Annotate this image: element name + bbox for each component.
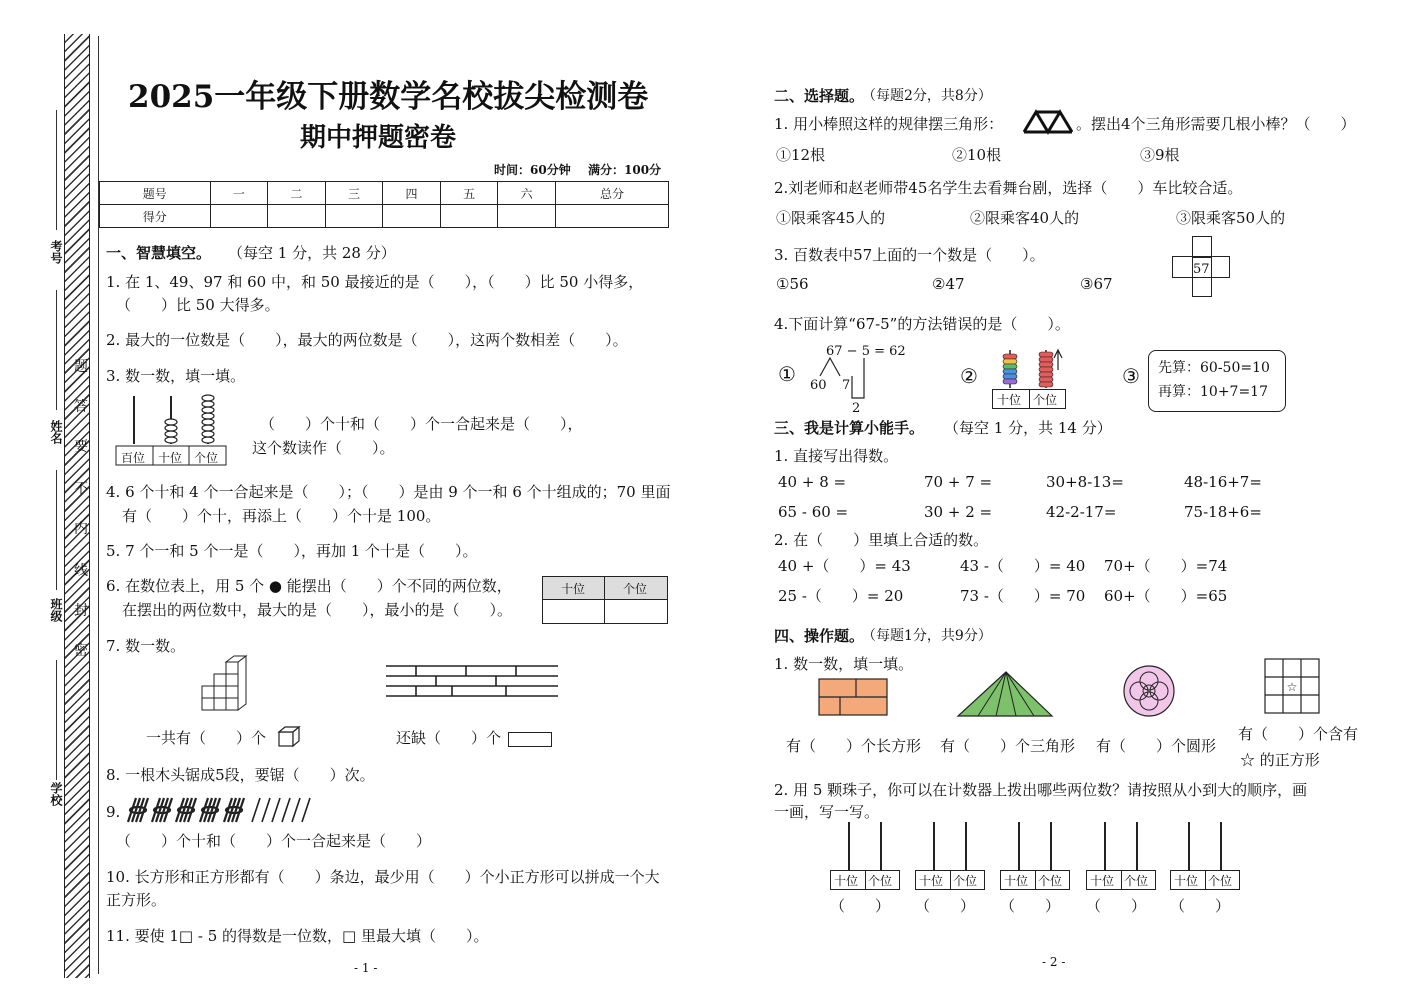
score-cell[interactable]	[325, 205, 383, 228]
chart-cell-top	[1192, 236, 1212, 258]
r2: 2.刘老师和赵老师带45名学生去看舞台剧，选择（ ）车比较合适。	[774, 179, 1243, 197]
score-cell[interactable]	[498, 205, 556, 228]
calc-item: 42-2-17=	[1046, 503, 1117, 521]
r2-option[interactable]: ②限乘客40人的	[970, 209, 1080, 227]
split-part: 2	[852, 401, 861, 416]
score-cell[interactable]	[556, 205, 669, 228]
o1-title: 1. 数一数，填一填。	[774, 655, 914, 673]
q6-line2: 在摆出的两位数中，最大的是（ ），最小的是（ ）。	[122, 601, 513, 619]
q1-line2: （ ）比 50 大得多。	[116, 296, 280, 314]
r1-line-b: 。摆出4个三角形需要几根小棒？（ ）	[1076, 115, 1356, 133]
abacus-label: 十位	[158, 451, 183, 465]
score-col: 二	[268, 182, 326, 205]
score-cell[interactable]	[383, 205, 441, 228]
q6-line1: 6. 在数位表上，用 5 个 ● 能摆出（ ）个不同的两位数，	[106, 577, 512, 595]
counter-label: 个位	[1208, 874, 1233, 888]
calc-item: 65 - 60 =	[778, 503, 849, 521]
seal-char: 答	[74, 399, 88, 415]
counter-label: 十位	[919, 874, 944, 888]
q7-count-bricks: 还缺（ ）个	[396, 729, 502, 747]
score-cell[interactable]	[440, 205, 498, 228]
xuexiao-underline	[56, 660, 57, 780]
q3-line1: （ ）个十和（ ）个一合起来是（ ），	[260, 415, 583, 433]
r3-option[interactable]: ②47	[932, 275, 965, 293]
o1-triangles: 有（ ）个三角形	[940, 737, 1076, 755]
counter-frame[interactable]	[915, 822, 985, 892]
score-cell[interactable]	[210, 205, 268, 228]
counter-label: 个位	[868, 874, 893, 888]
fill-item: 73 -（ ）= 70	[960, 587, 1086, 605]
counter-label: 十位	[834, 874, 859, 888]
o1-rectangles: 有（ ）个长方形	[786, 737, 922, 755]
banji-label: 班级	[49, 598, 63, 622]
counter-frame[interactable]	[830, 822, 900, 892]
counter-frame[interactable]	[1000, 822, 1070, 892]
counter-rod	[1220, 822, 1222, 870]
counter-base	[1170, 870, 1240, 890]
counter-rod	[933, 822, 935, 870]
abacus-label: 个位	[194, 451, 219, 465]
margin-line	[98, 36, 99, 974]
score-row-label: 得分	[100, 205, 211, 228]
section1-title: 一、智慧填空。	[106, 244, 212, 262]
r3: 3. 百数表中57上面的一个数是（ ）。	[774, 246, 1045, 264]
r3-option[interactable]: ③67	[1080, 275, 1113, 293]
counter-base	[1086, 870, 1156, 890]
counter-answer[interactable]: （ ）	[830, 897, 891, 915]
brick-icon	[508, 732, 552, 747]
seal-char: 题	[74, 359, 88, 375]
score-col-total: 总分	[556, 182, 669, 205]
section2-note: （每题2分，共8分）	[862, 88, 992, 104]
seal-char: 密	[74, 643, 88, 659]
section4-title: 四、操作题。	[774, 627, 865, 645]
brick-wall-icon	[386, 664, 562, 702]
page-title: 2025一年级下册数学名校拔尖检测卷	[128, 79, 649, 115]
counter-rod	[848, 822, 850, 870]
grid-squares-figure	[1264, 658, 1322, 716]
seal-char: 不	[74, 481, 88, 497]
calc-item: 30+8-13=	[1046, 473, 1124, 491]
score-col: 四	[383, 182, 441, 205]
counter-base	[915, 870, 985, 890]
r4-opt1-equation: 67 − 5 = 62	[826, 344, 906, 359]
xingming-underline	[56, 290, 57, 410]
q3-line2: 这个数读作（ ）。	[252, 439, 395, 457]
counter-rod	[1136, 822, 1138, 870]
kaohao-underline	[56, 110, 57, 230]
calc-item: 48-16+7=	[1184, 473, 1262, 491]
counter-base-divider	[1205, 871, 1206, 889]
counter-base-divider	[865, 871, 866, 889]
q4-line2: 有（ ）个十，再添上（ ）个十是 100。	[122, 507, 441, 525]
full-score: 满分：100分	[588, 163, 662, 177]
split-part: 60	[810, 378, 827, 393]
r1-option[interactable]: ②10根	[952, 146, 1002, 164]
score-col: 一	[210, 182, 268, 205]
exam-time: 时间：60分钟	[494, 163, 571, 177]
counter-label-box	[992, 389, 1066, 409]
fill-item: 40 +（ ）= 43	[778, 557, 911, 575]
score-table	[99, 181, 669, 228]
q7-count-cubes: 一共有（ ）个	[146, 729, 267, 747]
counter-rod	[1050, 822, 1052, 870]
r4-option-num[interactable]: ②	[960, 364, 978, 388]
xingming-label: 姓名	[49, 420, 63, 444]
r1-option[interactable]: ①12根	[776, 146, 826, 164]
c2-title: 2. 在（ ）里填上合适的数。	[774, 531, 989, 549]
page-subtitle: 期中押题密卷	[300, 123, 457, 153]
counter-abacus-colored	[992, 348, 1064, 390]
score-col: 六	[498, 182, 556, 205]
r3-option[interactable]: ①56	[776, 275, 809, 293]
counter-label-divider	[1029, 390, 1030, 408]
place-value-table	[542, 576, 668, 624]
counter-rod	[1018, 822, 1020, 870]
place-label: 十位	[561, 582, 586, 596]
seal-char: 封	[74, 603, 88, 619]
r1-option[interactable]: ③9根	[1140, 146, 1180, 164]
r2-option[interactable]: ③限乘客50人的	[1176, 209, 1286, 227]
counter-frame[interactable]	[1170, 822, 1240, 892]
triangle-sticks-icon	[1022, 110, 1078, 134]
chart-cell-bottom	[1192, 276, 1212, 297]
q7: 7. 数一数。	[106, 637, 186, 655]
calc-item: 40 + 8 =	[778, 473, 847, 491]
fill-item: 25 -（ ）= 20	[778, 587, 904, 605]
counter-base	[830, 870, 900, 890]
section3-note: （每空 1 分，共 14 分）	[944, 419, 1112, 437]
r2-option[interactable]: ①限乘客45人的	[776, 209, 886, 227]
rectangles-figure	[818, 678, 890, 718]
page-number-1: - 1 -	[354, 961, 378, 975]
split-part: 7	[842, 378, 851, 393]
q5: 5. 7 个一和 5 个一是（ ），再加 1 个十是（ ）。	[106, 542, 478, 560]
abacus-label: 百位	[121, 451, 146, 465]
sticks-bundles-icon	[124, 796, 316, 826]
counter-frame[interactable]	[1086, 822, 1156, 892]
r1-line-a: 1. 用小棒照这样的规律摆三角形：	[774, 115, 1004, 133]
counter-label: 个位	[953, 874, 978, 888]
r4: 4.下面计算“67-5”的方法错误的是（ ）。	[774, 315, 1070, 333]
place-table-divider	[604, 577, 605, 623]
q10-line2: 正方形。	[106, 891, 167, 909]
counter-rod	[880, 822, 882, 870]
q3: 3. 数一数，填一填。	[106, 367, 246, 385]
o1-squares-line2: ☆ 的正方形	[1240, 751, 1320, 769]
calc-step: 先算：60-50=10	[1158, 360, 1270, 376]
counter-label: 个位	[1124, 874, 1149, 888]
counter-answer[interactable]: （ ）	[915, 897, 976, 915]
q10-line1: 10. 长方形和正方形都有（ ）条边，最少用（ ）个小正方形可以拼成一个大	[106, 868, 660, 886]
q11: 11. 要使 1□ - 5 的得数是一位数，□ 里最大填（ ）。	[106, 927, 489, 945]
calc-item: 75-18+6=	[1184, 503, 1262, 521]
place-label: 个位	[623, 582, 648, 596]
fill-item: 43 -（ ）= 40	[960, 557, 1086, 575]
fill-item: 60+（ ）=65	[1104, 587, 1228, 605]
q1-line1: 1. 在 1、49、97 和 60 中，和 50 最接近的是（ ），（ ）比 50 小得多，	[106, 273, 644, 291]
o2-line1: 2. 用 5 颗珠子，你可以在计数器上拨出哪些两位数？请按照从小到大的顺序，画	[774, 781, 1308, 799]
q9-num: 9.	[106, 803, 121, 821]
cube-icon	[278, 726, 302, 748]
c1-title: 1. 直接写出得数。	[774, 447, 899, 465]
circles-figure	[1122, 664, 1176, 718]
section1-note: （每空 1 分，共 28 分）	[228, 244, 396, 262]
section3-title: 三、我是计算小能手。	[774, 419, 925, 437]
q8: 8. 一根木头锯成5段，要锯（ ）次。	[106, 766, 375, 784]
triangles-figure	[956, 670, 1054, 718]
counter-rod	[1188, 822, 1190, 870]
counter-label: 十位	[1004, 874, 1029, 888]
counter-answer[interactable]: （ ）	[1170, 897, 1231, 915]
counter-label: 个位	[1038, 874, 1063, 888]
binding-hatch	[64, 34, 90, 978]
seal-char: 要	[74, 439, 88, 455]
counter-base-divider	[1035, 871, 1036, 889]
counter-base	[1000, 870, 1070, 890]
section4-note: （每题1分，共9分）	[862, 628, 992, 644]
counter-label: 十位	[1174, 874, 1199, 888]
counter-base-divider	[950, 871, 951, 889]
seal-char: 线	[74, 563, 88, 579]
xuexiao-label: 学校	[49, 782, 63, 806]
r4-option-num[interactable]: ①	[778, 362, 796, 386]
kaohao-label: 考号	[49, 240, 63, 264]
counter-rod	[1104, 822, 1106, 870]
fill-item: 70+（ ）=74	[1104, 557, 1228, 575]
score-col: 五	[440, 182, 498, 205]
score-col: 三	[325, 182, 383, 205]
seal-char: 内	[74, 521, 88, 537]
svg-text:☆: ☆	[1286, 680, 1298, 694]
calc-item: 30 + 2 =	[924, 503, 993, 521]
chart-cell-value: 57	[1193, 262, 1210, 277]
calc-step: 再算：10+7=17	[1158, 384, 1268, 400]
counter-answer[interactable]: （ ）	[1086, 897, 1147, 915]
score-row-label: 题号	[100, 182, 211, 205]
counter-label: 十位	[1090, 874, 1115, 888]
banji-underline	[56, 470, 57, 590]
q2: 2. 最大的一位数是（ ），最大的两位数是（ ），这两个数相差（ ）。	[106, 331, 628, 349]
calc-item: 70 + 7 =	[924, 473, 993, 491]
score-cell[interactable]	[268, 205, 326, 228]
counter-label: 个位	[1033, 393, 1058, 407]
counter-answer[interactable]: （ ）	[1000, 897, 1061, 915]
o1-circles: 有（ ）个圆形	[1096, 737, 1217, 755]
section2-title: 二、选择题。	[774, 87, 865, 105]
cube-stack-icon	[200, 660, 252, 710]
counter-label: 十位	[997, 393, 1022, 407]
counter-rod	[965, 822, 967, 870]
counter-base-divider	[1121, 871, 1122, 889]
q4-line1: 4. 6 个十和 4 个一合起来是（ ）；（ ）是由 9 个一和 6 个十组成的；70 里面	[106, 483, 671, 501]
o2-line2: 一画，写一写。	[774, 803, 880, 821]
hundred-chart-fragment	[1172, 236, 1230, 298]
page-number-2: - 2 -	[1042, 955, 1066, 969]
r4-option-num[interactable]: ③	[1122, 364, 1140, 388]
q9: （ ）个十和（ ）个一合起来是（ ）	[116, 832, 432, 850]
o1-squares-line1: 有（ ）个含有	[1238, 725, 1359, 743]
